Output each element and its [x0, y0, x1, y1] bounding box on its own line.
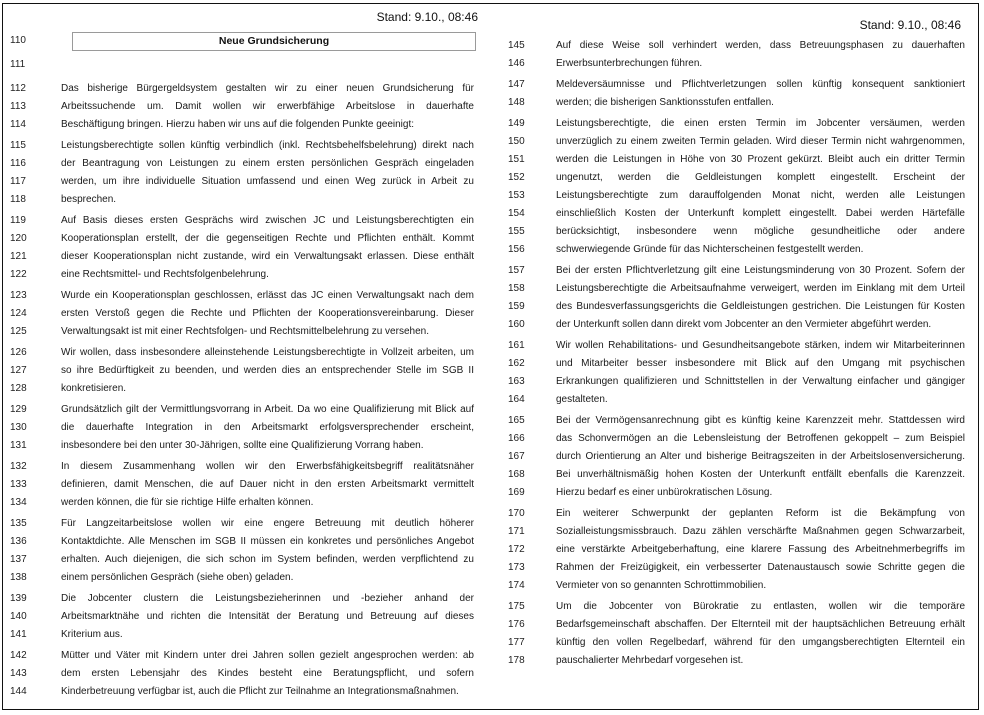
- line-number: 160: [508, 319, 525, 330]
- line-number: 125: [10, 326, 27, 337]
- text-line: definieren, damit Menschen, die auf Dauer nicht in den ersten Arbeitsmarkt vermittelt: [61, 479, 474, 490]
- line-number: 144: [10, 686, 27, 697]
- text-line: Wurde ein Kooperationsplan geschlossen, erlässt das JC einen Verwaltungsakt nach dem: [61, 290, 474, 301]
- text-line: werden, um ihre individuelle Situation umfassend und einen Weg zurück in Arbeit zu: [61, 176, 474, 187]
- line-number: 167: [508, 451, 525, 462]
- line-number: 117: [10, 176, 26, 187]
- status-timestamp: Stand: 9.10., 08:46: [859, 18, 961, 32]
- text-line: Arbeitssuchende um. Damit wollen wir erwerbfähige Arbeitslose in dauerhafte: [61, 101, 474, 112]
- text-line: Leistungsberechtigte zum darauffolgenden Monat nicht, werden alle Leistungen: [556, 190, 965, 201]
- line-number: 172: [508, 544, 525, 555]
- text-line: Mütter und Väter mit Kindern unter drei Jahren sollen gezielt angesprochen werden: ab: [61, 650, 474, 661]
- text-line: Kinderbetreuung verfügbar ist, auch die Pflicht zur Teilnahme an Integrationsmaßnahmen.: [61, 686, 459, 697]
- line-number: 134: [10, 497, 27, 508]
- line-number: 122: [10, 269, 27, 280]
- line-number: 159: [508, 301, 525, 312]
- text-line: des Bundesverfassungsgerichts die Geldleistungen gestrichen. Die Leistungen für Kosten: [556, 301, 965, 312]
- text-line: künftig den vollen Regelbedarf, während für den umgangsberechtigten Elternteil ein: [556, 637, 965, 648]
- line-number: 136: [10, 536, 27, 547]
- text-line: Rahmen der Freizügigkeit, ein verbesserter Datenaustausch sowie Schritte gegen die: [556, 562, 965, 573]
- text-line: unverzüglich zu einem zweiten Termin geladen. Wird dieser Termin nicht wahrgenommen,: [556, 136, 965, 147]
- line-number: 146: [508, 58, 525, 69]
- text-line: das Schonvermögen an die Lebensleistung der Betroffenen gekoppelt – zum Beispiel: [556, 433, 965, 444]
- line-number: 174: [508, 580, 525, 591]
- text-line: ungenutzt, werden die Geldleistungen komplett eingestellt. Erscheint der: [556, 172, 965, 183]
- line-number: 164: [508, 394, 525, 405]
- text-line: schwerwiegende Gründe für das Nichterscheinen festgestellt werden.: [556, 244, 864, 255]
- text-line: gestalteten.: [556, 394, 608, 405]
- line-number: 161: [508, 340, 525, 351]
- text-line: Leistungsberechtigte sollen künftig verbindlich (inkl. Rechtsbehelfsbelehrung) direkt nach: [61, 140, 474, 151]
- line-number: 147: [508, 79, 525, 90]
- line-number: 124: [10, 308, 27, 319]
- text-line: und Mitarbeiter besser insbesondere mit Blick auf den Umgang mit psychischen: [556, 358, 965, 369]
- line-number: 178: [508, 655, 525, 666]
- text-line: konkretisieren.: [61, 383, 127, 394]
- line-number: 143: [10, 668, 27, 679]
- line-number: 175: [508, 601, 525, 612]
- line-number: 130: [10, 422, 27, 433]
- line-number: 133: [10, 479, 27, 490]
- text-line: werden können, die für sie richtige Hilfe erhalten können.: [61, 497, 314, 508]
- line-number: 150: [508, 136, 525, 147]
- text-line: insbesondere bei den unter 30-Jährigen, sollte eine Qualifizierung Vorrang haben.: [61, 440, 424, 451]
- text-line: einschließlich Kosten der Unterkunft komplett eingestellt. Dabei werden Härtefälle: [556, 208, 965, 219]
- line-number: 153: [508, 190, 525, 201]
- line-number: 158: [508, 283, 525, 294]
- line-number: 149: [508, 118, 525, 129]
- line-number: 162: [508, 358, 525, 369]
- text-line: Sozialleistungsmissbrauch. Dazu zählen verschärfte Maßnahmen gegen Schwarzarbeit,: [556, 526, 965, 537]
- text-line: einem persönlichen Gespräch (siehe oben) geladen.: [61, 572, 294, 583]
- line-number: 132: [10, 461, 27, 472]
- line-number: 176: [508, 619, 525, 630]
- line-number: 126: [10, 347, 27, 358]
- line-number: 169: [508, 487, 525, 498]
- line-number: 173: [508, 562, 525, 573]
- text-line: Arbeitsmarktnähe und richten die Intensität der Beratung und Betreuung auf dieses: [61, 611, 474, 622]
- line-number: 113: [10, 101, 26, 112]
- text-line: Kriterium aus.: [61, 629, 123, 640]
- text-line: eine verstärkte Arbeitgeberhaftung, eine klarere Fassung des Arbeitnehmerbegriffs im: [556, 544, 965, 555]
- text-line: Wir wollen Rehabilitations- und Gesundheitsangebote stärken, indem wir Mitarbeiterinnen: [556, 340, 965, 351]
- line-number: 118: [10, 194, 26, 205]
- line-number: 170: [508, 508, 525, 519]
- line-number: 129: [10, 404, 27, 415]
- text-line: Erkrankungen qualifizieren und Schnittstellen in der Verwaltung einfacher und gängiger: [556, 376, 965, 387]
- text-line: Bei unverhältnismäßig hohen Kosten der Unterkunft entfällt ebenfalls die Karenzzeit.: [556, 469, 965, 480]
- line-number: 157: [508, 265, 525, 276]
- line-number: 171: [508, 526, 525, 537]
- line-number: 163: [508, 376, 525, 387]
- text-line: werden; die bisherigen Sanktionsstufen entfallen.: [556, 97, 774, 108]
- text-line: durch Orientierung an Alter und bisherige Beitragszeiten in der Arbeitslosenversicherung.: [556, 451, 965, 462]
- text-line: ersten Verstoß gegen die Rechte und Pflichten der Kooperationsvereinbarung. Dieser: [61, 308, 474, 319]
- text-line: dieser Kooperationsplan nicht zustande, wird ein Verwaltungsakt erlassen. Diese enthält: [61, 251, 474, 262]
- text-line: Um die Jobcenter von Bürokratie zu entlasten, wollen wir die temporäre: [556, 601, 965, 612]
- text-line: Leistungsberechtigte die Arbeitsaufnahme verweigert, werden im Einklang mit dem Urteil: [556, 283, 965, 294]
- text-line: werden die Leistungen in Höhe von 30 Prozent gekürzt. Bleibt auch ein dritter Termin: [556, 154, 965, 165]
- text-line: Ein weiterer Schwerpunkt der geplanten Reform ist die Bekämpfung von: [556, 508, 965, 519]
- line-number: 155: [508, 226, 525, 237]
- text-line: Verwaltungsakt ist mit einer Rechtsfolgen- und Rechtsmittelbelehrung zu versehen.: [61, 326, 429, 337]
- line-number: 110: [10, 35, 26, 46]
- line-number: 119: [10, 215, 26, 226]
- text-line: Hierzu bedarf es einer unbürokratischen Lösung.: [556, 487, 773, 498]
- line-number: 166: [508, 433, 525, 444]
- text-line: Erwerbsunterbrechungen führen.: [556, 58, 703, 69]
- line-number: 111: [10, 59, 26, 70]
- line-number: 168: [508, 469, 525, 480]
- line-number: 135: [10, 518, 27, 529]
- line-number: 120: [10, 233, 27, 244]
- line-number: 128: [10, 383, 27, 394]
- text-line: Meldeversäumnisse und Pflichtverletzungen sollen künftig konsequent sanktioniert: [556, 79, 965, 90]
- text-line: besprechen.: [61, 194, 117, 205]
- text-line: Bedarfsgemeinschaft abschaffen. Der Elternteil mit der hauptsächlichen Betreuung erhält: [556, 619, 965, 630]
- text-line: dem ersten Lebensjahr des Kindes besteht eine Beratungspflicht, und sofern: [61, 668, 474, 679]
- text-line: Bei der ersten Pflichtverletzung gilt eine Leistungsminderung von 30 Prozent. Sofern der: [556, 265, 965, 276]
- text-line: Leistungsberechtigte, die einen ersten Termin im Jobcenter versäumen, werden: [556, 118, 965, 129]
- text-line: pauschalierter Mehrbedarf vorgesehen ist.: [556, 655, 744, 666]
- line-number: 140: [10, 611, 27, 622]
- line-number: 114: [10, 119, 26, 130]
- line-number: 137: [10, 554, 27, 565]
- text-line: die dauerhafte Integration in den Arbeitsmarkt erfolgsversprechender erscheint,: [61, 422, 474, 433]
- text-line: Beschäftigung bringen. Hierzu haben wir uns auf die folgenden Punkte geeinigt:: [61, 119, 415, 130]
- text-line: Bei der Vermögensanrechnung gibt es künftig keine Karenzzeit mehr. Stattdessen wird: [556, 415, 965, 426]
- line-number: 121: [10, 251, 27, 262]
- line-number: 177: [508, 637, 525, 648]
- text-line: Für Langzeitarbeitslose wollen wir eine engere Betreuung mit deutlich höherer: [61, 518, 474, 529]
- line-number: 156: [508, 244, 525, 255]
- status-timestamp: Stand: 9.10., 08:46: [376, 10, 478, 24]
- line-number: 145: [508, 40, 525, 51]
- text-line: Wir wollen, dass insbesondere alleinstehende Leistungsberechtigte in Vollzeit arbeiten, um: [61, 347, 474, 358]
- text-line: Auf Basis dieses ersten Gesprächs wird zwischen JC und Leistungsberechtigten ein: [61, 215, 474, 226]
- text-line: Die Jobcenter clustern die Leistungsbezieherinnen und -bezieher anhand der: [61, 593, 474, 604]
- text-line: Kooperationsplan erstellt, der die gegenseitigen Rechte und Pflichten enthält. Kommt: [61, 233, 474, 244]
- line-number: 165: [508, 415, 525, 426]
- text-line: Grundsätzlich gilt der Vermittlungsvorrang in Arbeit. Da wo eine Qualifizierung mit Blick auf: [61, 404, 474, 415]
- text-line: der Beantragung von Leistungen zu einem ersten persönlichen Gespräch eingeladen: [61, 158, 474, 169]
- text-line: so ihre Bedürftigkeit zu beenden, und werden dies an entsprechender Stelle im SGB II: [61, 365, 474, 376]
- text-line: der Unterkunft sollen dann direkt vom Jobcenter an den Vermieter abgeführt werden.: [556, 319, 932, 330]
- text-line: erhalten. Auch diejenigen, die sich schon im System befinden, werden verpflichtend zu: [61, 554, 474, 565]
- line-number: 151: [508, 154, 525, 165]
- text-line: Vermieter von so genannten Schrottimmobilien.: [556, 580, 767, 591]
- line-number: 141: [10, 629, 27, 640]
- line-number: 131: [10, 440, 27, 451]
- line-number: 138: [10, 572, 27, 583]
- line-number: 142: [10, 650, 27, 661]
- text-line: In diesem Zusammenhang wollen wir den Erwerbsfähigkeitsbegriff realitätsnäher: [61, 461, 474, 472]
- line-number: 116: [10, 158, 26, 169]
- text-line: eine Rechtsmittel- und Rechtsfolgenbelehrung.: [61, 269, 269, 280]
- line-number: 148: [508, 97, 525, 108]
- line-number: 115: [10, 140, 26, 151]
- text-line: Auf diese Weise soll verhindert werden, dass Betreuungsphasen zu dauerhaften: [556, 40, 965, 51]
- line-number: 152: [508, 172, 525, 183]
- section-title: Neue Grundsicherung: [72, 32, 476, 51]
- line-number: 139: [10, 593, 27, 604]
- text-line: Das bisherige Bürgergeldsystem gestalten wir zu einer neuen Grundsicherung für: [61, 83, 474, 94]
- line-number: 112: [10, 83, 26, 94]
- line-number: 127: [10, 365, 27, 376]
- line-number: 154: [508, 208, 525, 219]
- text-line: berücksichtigt, insbesondere wenn mögliche gesundheitliche oder andere: [556, 226, 965, 237]
- text-line: Kontaktdichte. Alle Menschen im SGB II müssen ein konkretes und persönliches Angebot: [61, 536, 474, 547]
- line-number: 123: [10, 290, 27, 301]
